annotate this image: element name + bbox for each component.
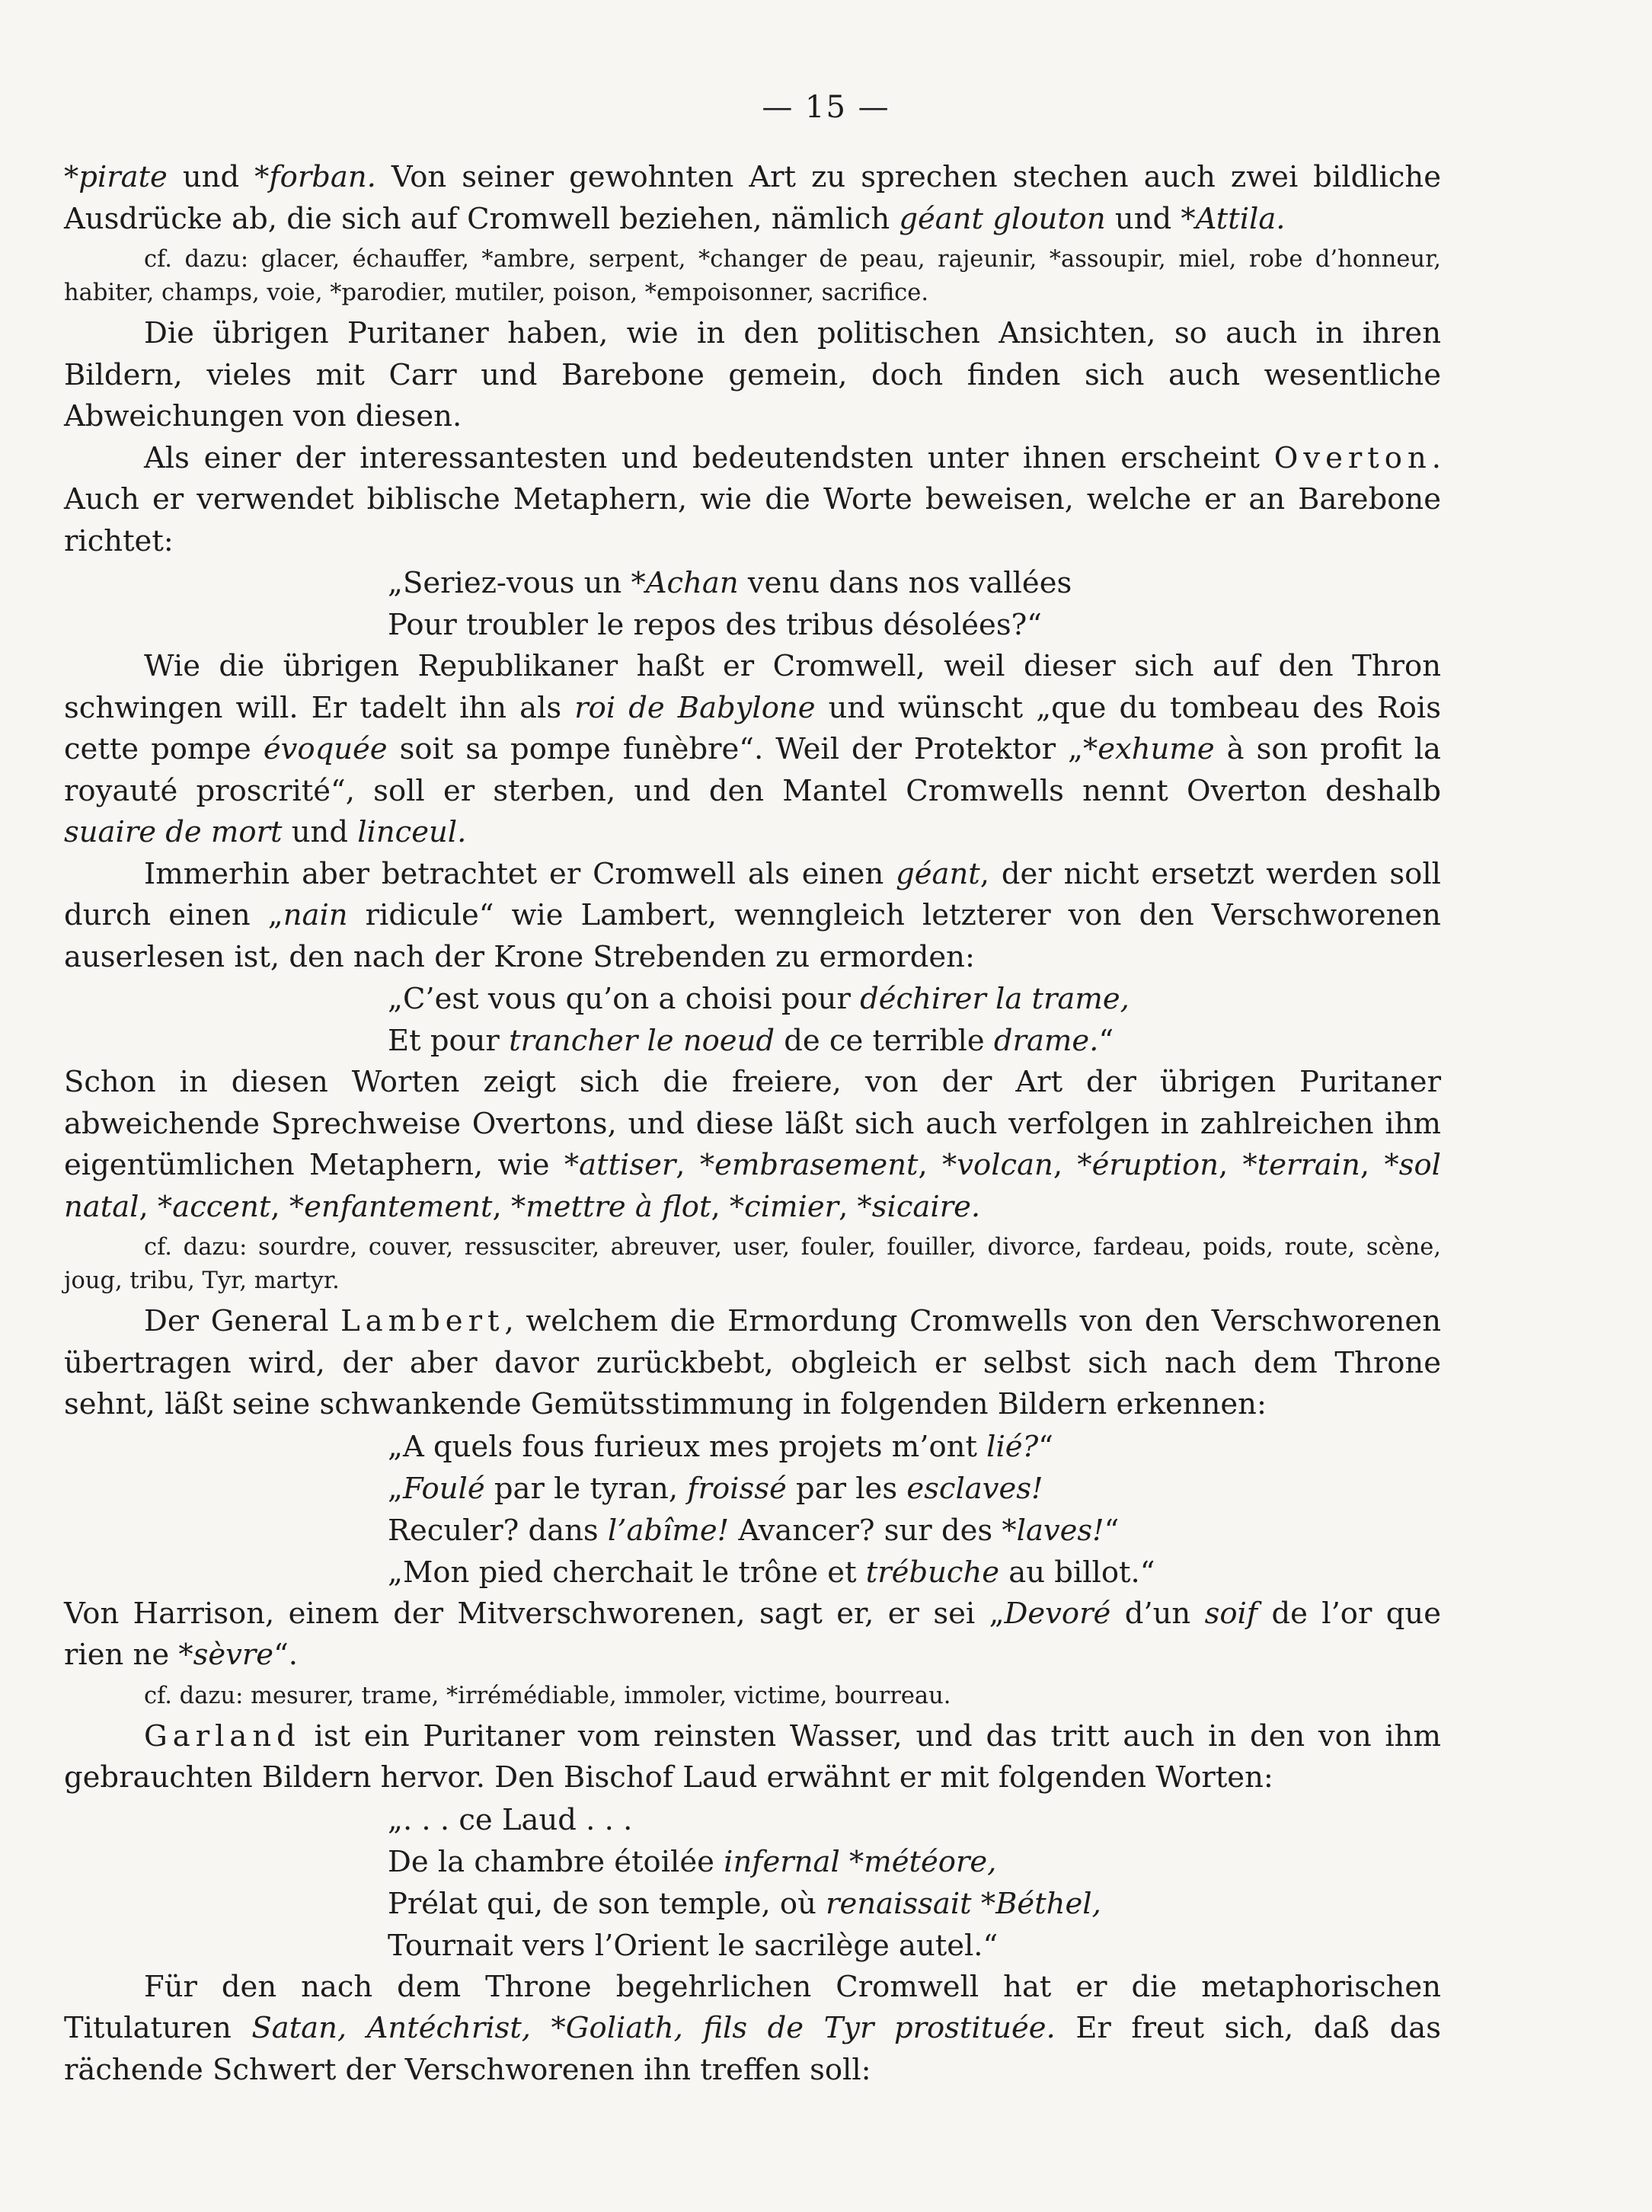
verse-line: „Foulé par le tyran, froissé par les esclaves! <box>388 1471 1043 1506</box>
paragraph: Die übrigen Puritaner haben, wie in den politischen Ansichten, so auch in ihren Bildern, vieles mit Carr und Barebone gemein, doch finden sich auch wesentliche Abweichungen von diesen. <box>64 316 1441 433</box>
paragraph: Von Harrison, einem der Mitverschworenen, sagt er, er sei „Devoré d’un soif de l’or que rien ne *sèvre“. <box>64 1596 1441 1672</box>
verse-line: Tournait vers l’Orient le sacrilège autel.“ <box>388 1928 999 1963</box>
page-number: — 15 — <box>762 90 890 125</box>
paragraph: *pirate und *forban. Von seiner gewohnten Art zu sprechen stechen auch zwei bildliche Ausdrücke ab, die sich auf Cromwell beziehen, nämlich géant glouton und *Attila. <box>64 160 1441 236</box>
verse-line: „Seriez-vous un *Achan venu dans nos vallées <box>388 566 1072 600</box>
verse-quote <box>388 1799 1441 1967</box>
paragraph: Garland ist ein Puritaner vom reinsten Wasser, und das tritt auch in den von ihm gebrauchten Bildern hervor. Den Bischof Laud erwähnt er mit folgenden Worten: <box>64 1718 1441 1795</box>
cf-note: cf. dazu: sourdre, couver, ressusciter, abreuver, user, fouler, fouiller, divorce, fardeau, poids, route, scène, joug, tribu, Tyr, martyr. <box>64 1234 1441 1294</box>
paragraph: Schon in diesen Worten zeigt sich die freiere, von der Art der übrigen Puritaner abweichende Sprechweise Overtons, und diese läßt sich auch verfolgen in zahlreichen ihm eigentümlichen Metaphern, wie *attiser, *embrasement, *volcan, *éruption, *terrain, *sol natal, *accent, *enfantement, *mettre à flot, *cimier, *sicaire. <box>64 1065 1441 1224</box>
page-body <box>64 157 1441 2091</box>
verse-quote <box>388 562 1441 646</box>
verse-line: „C’est vous qu’on a choisi pour déchirer la trame, <box>388 982 1130 1016</box>
verse-line: De la chambre étoilée infernal *météore, <box>388 1844 997 1879</box>
verse-line: „Mon pied cherchait le trône et trébuche au billot.“ <box>388 1555 1155 1590</box>
paragraph: Wie die übrigen Republikaner haßt er Cromwell, weil dieser sich auf den Thron schwingen will. Er tadelt ihn als roi de Babylone und wünscht „que du tombeau des Rois cette pompe évoquée soit sa pompe funèbre“. Weil der Protektor „*exhume à son profit la royauté proscrité“, soll er sterben, und den Mantel Cromwells nennt Overton deshalb suaire de mort und linceul. <box>64 649 1441 849</box>
verse-line: „A quels fous furieux mes projets m’ont lié?“ <box>388 1429 1053 1464</box>
paragraph: Für den nach dem Throne begehrlichen Cromwell hat er die metaphorischen Titulaturen Satan, Antéchrist, *Goliath, fils de Tyr prostituée. Er freut sich, daß das rächende Schwert der Verschworenen ihn treffen soll: <box>64 1969 1441 2087</box>
verse-line: Prélat qui, de son temple, où renaissait *Béthel, <box>388 1886 1101 1921</box>
verse-quote <box>388 978 1441 1062</box>
verse-line: Pour troubler le repos des tribus désolées?“ <box>388 608 1042 642</box>
cf-note: cf. dazu: mesurer, trame, *irrémédiable, immoler, victime, bourreau. <box>144 1682 951 1709</box>
verse-quote <box>388 1426 1441 1593</box>
cf-note: cf. dazu: glacer, échauffer, *ambre, serpent, *changer de peau, rajeunir, *assoupir, miel, robe d’honneur, habiter, champs, voie, *parodier, mutiler, poison, *empoisonner, sacrifice. <box>64 246 1441 306</box>
paragraph: Als einer der interessantesten und bedeutendsten unter ihnen erscheint Overton. Auch er verwendet biblische Metaphern, wie die Worte beweisen, welche er an Barebone richtet: <box>64 440 1441 558</box>
verse-line: Reculer? dans l’abîme! Avancer? sur des *laves!“ <box>388 1513 1120 1548</box>
verse-line: Et pour trancher le noeud de ce terrible drame.“ <box>388 1024 1114 1058</box>
verse-line: „. . . ce Laud . . . <box>388 1802 633 1837</box>
paragraph: Der General Lambert, welchem die Ermordung Cromwells von den Verschworenen übertragen wird, der aber davor zurückbebt, obgleich er selbst sich nach dem Throne sehnt, läßt seine schwankende Gemütsstimmung in folgenden Bildern erkennen: <box>64 1304 1441 1421</box>
paragraph: Immerhin aber betrachtet er Cromwell als einen géant, der nicht ersetzt werden soll durch einen „nain ridicule“ wie Lambert, wenngleich letzterer von den Verschworenen auserlesen ist, den nach der Krone Strebenden zu ermorden: <box>64 856 1441 974</box>
